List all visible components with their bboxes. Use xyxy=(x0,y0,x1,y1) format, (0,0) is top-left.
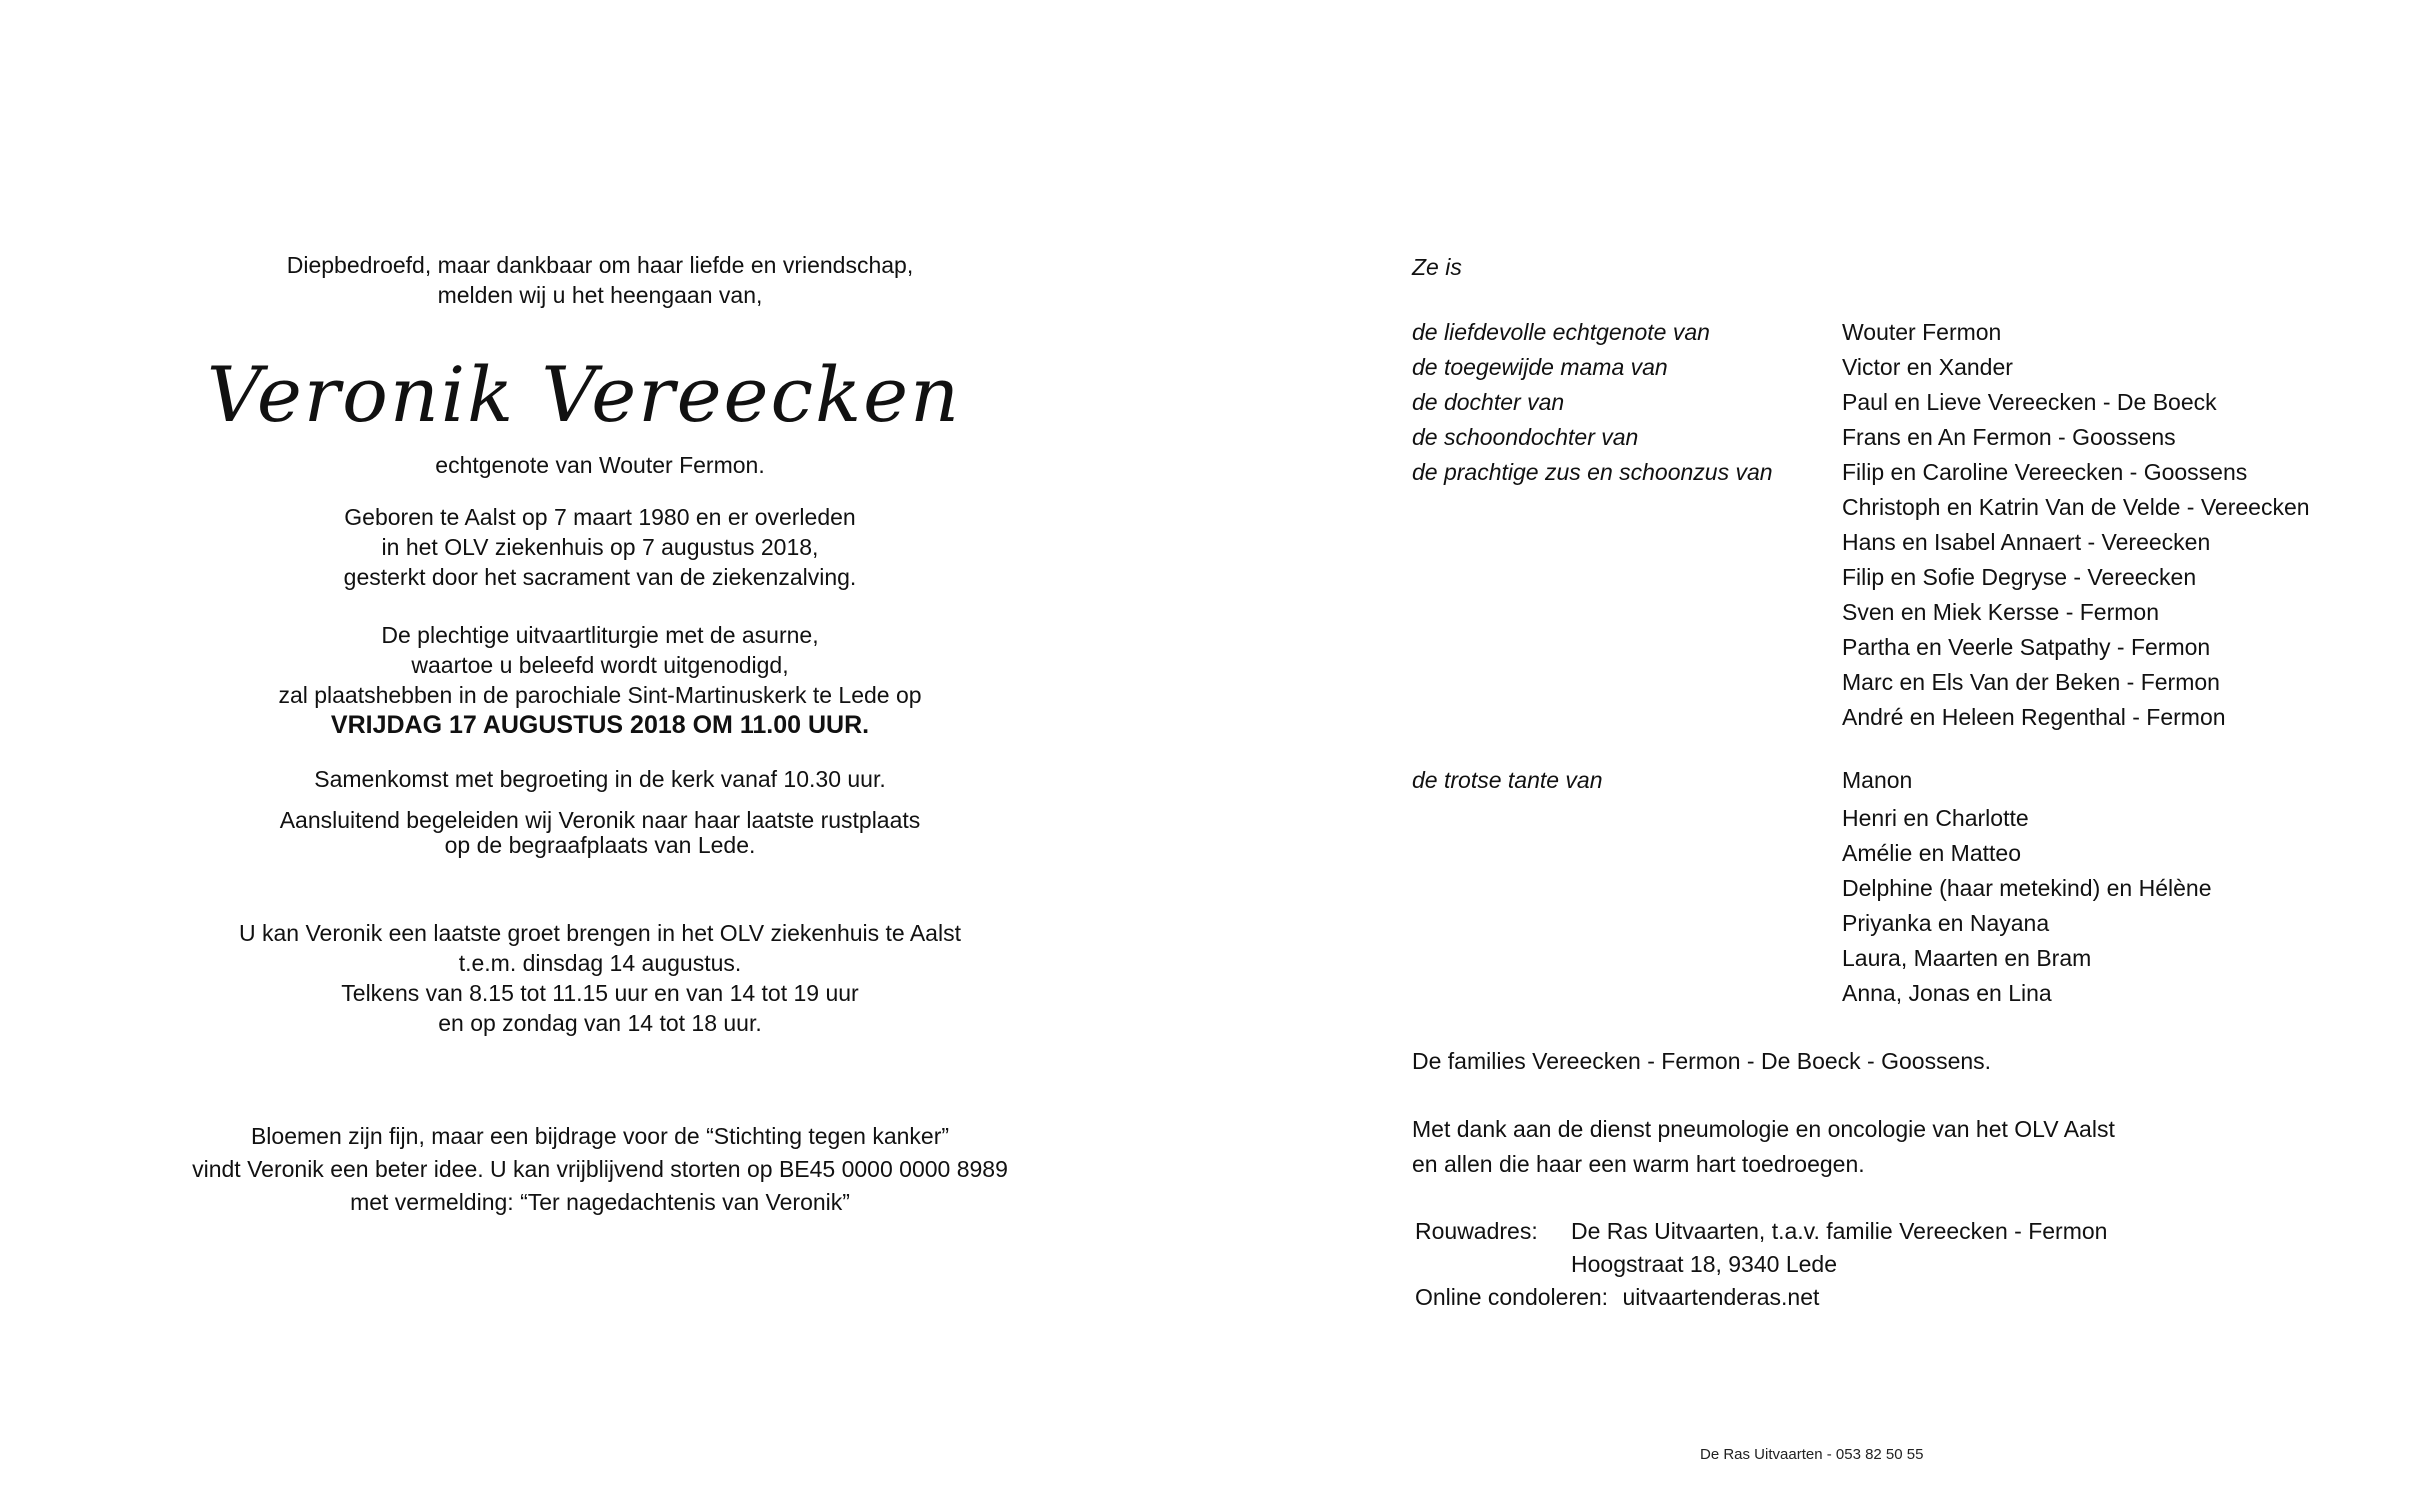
tante-name: Delphine (haar metekind) en Hélène xyxy=(1842,875,2212,901)
birth-line: gesterkt door het sacrament van de ziekenzalving. xyxy=(343,564,857,590)
tante-label: de trotse tante van xyxy=(1412,767,1603,793)
relation-label: de prachtige zus en schoonzus van xyxy=(1412,459,1773,485)
tante-name: Laura, Maarten en Bram xyxy=(1842,945,2092,971)
relation-name: Christoph en Katrin Van de Velde - Vereecken xyxy=(1842,494,2310,520)
relation-names xyxy=(1842,315,2392,735)
thanks-line: en allen die haar een warm hart toedroegen. xyxy=(1412,1151,1865,1177)
burial-line: op de begraafplaats van Lede. xyxy=(444,832,756,858)
ceremony-line: zal plaatshebben in de parochiale Sint-Martinuskerk te Lede op xyxy=(278,682,922,708)
relation-label: de liefdevolle echtgenote van xyxy=(1412,319,1710,345)
online-link[interactable]: uitvaartenderas.net xyxy=(1622,1284,1820,1310)
relations-block xyxy=(1412,315,2392,735)
tante-name: Priyanka en Nayana xyxy=(1842,910,2050,936)
footer-contact: De Ras Uitvaarten - 053 82 50 55 xyxy=(1700,1446,1924,1463)
relation-name: Victor en Xander xyxy=(1842,354,2013,380)
birth-block xyxy=(60,502,1140,592)
relation-name: Filip en Sofie Degryse - Vereecken xyxy=(1842,564,2197,590)
tante-name: Manon xyxy=(1842,767,1913,793)
address-line: De Ras Uitvaarten, t.a.v. familie Vereecken - Fermon xyxy=(1571,1218,2108,1244)
burial-line: Aansluitend begeleiden wij Veronik naar haar laatste rustplaats xyxy=(279,807,921,833)
relation-name: Filip en Caroline Vereecken - Goossens xyxy=(1842,459,2248,485)
spouse-line: echtgenote van Wouter Fermon. xyxy=(435,452,765,478)
intro-line: Diepbedroefd, maar dankbaar om haar liefde en vriendschap, xyxy=(286,252,914,278)
tante-name: Amélie en Matteo xyxy=(1842,840,2021,866)
relation-label: de toegewijde mama van xyxy=(1412,354,1668,380)
relation-label: de schoondochter van xyxy=(1412,424,1639,450)
ceremony-line: waartoe u beleefd wordt uitgenodigd, xyxy=(411,652,789,678)
visit-line: U kan Veronik een laatste groet brengen in het OLV ziekenhuis te Aalst xyxy=(239,920,961,946)
relation-name: Frans en An Fermon - Goossens xyxy=(1842,424,2176,450)
tante-name: Anna, Jonas en Lina xyxy=(1842,980,2052,1006)
online-label: Online condoleren: xyxy=(1415,1284,1609,1310)
relation-label: de dochter van xyxy=(1412,389,1565,415)
relation-name: André en Heleen Regenthal - Fermon xyxy=(1842,704,2226,730)
relation-name: Hans en Isabel Annaert - Vereecken xyxy=(1842,529,2211,555)
relation-name: Paul en Lieve Vereecken - De Boeck xyxy=(1842,389,2217,415)
right-column xyxy=(1412,250,2392,1314)
burial-block xyxy=(60,808,1140,858)
visit-line: en op zondag van 14 tot 18 uur. xyxy=(438,1010,762,1036)
ze-is-heading: Ze is xyxy=(1412,254,1462,280)
tante-names xyxy=(1842,763,2392,1011)
ceremony-block xyxy=(60,620,1140,710)
relation-name: Wouter Fermon xyxy=(1842,319,2002,345)
birth-line: in het OLV ziekenhuis op 7 augustus 2018, xyxy=(381,534,819,560)
intro-line: melden wij u het heengaan van, xyxy=(437,282,763,308)
flowers-line: met vermelding: “Ter nagedachtenis van Veronik” xyxy=(350,1189,850,1215)
families-line: De families Vereecken - Fermon - De Boeck - Goossens. xyxy=(1412,1048,1992,1074)
relation-labels xyxy=(1412,315,1842,735)
birth-line: Geboren te Aalst op 7 maart 1980 en er overleden xyxy=(344,504,856,530)
address-block xyxy=(1415,1215,2392,1281)
address-line: Hoogstraat 18, 9340 Lede xyxy=(1571,1251,1837,1277)
left-column xyxy=(60,250,1140,1219)
relation-name: Partha en Veerle Satpathy - Fermon xyxy=(1842,634,2211,660)
visit-block xyxy=(60,918,1140,1038)
thanks-block xyxy=(1412,1112,2392,1182)
visit-line: Telkens van 8.15 tot 11.15 uur en van 14 tot 19 uur xyxy=(341,980,859,1006)
visit-line: t.e.m. dinsdag 14 augustus. xyxy=(458,950,742,976)
thanks-line: Met dank aan de dienst pneumologie en oncologie van het OLV Aalst xyxy=(1412,1116,2115,1142)
tante-name: Henri en Charlotte xyxy=(1842,805,2029,831)
gathering-line: Samenkomst met begroeting in de kerk vanaf 10.30 uur. xyxy=(314,766,886,792)
flowers-block xyxy=(60,1120,1140,1219)
relation-name: Sven en Miek Kersse - Fermon xyxy=(1842,599,2160,625)
deceased-name: Veronik Vereecken xyxy=(206,350,962,439)
tante-block xyxy=(1412,763,2392,1011)
online-condolence xyxy=(1415,1281,2392,1314)
relation-name: Marc en Els Van der Beken - Fermon xyxy=(1842,669,2220,695)
address-label: Rouwadres: xyxy=(1415,1218,1538,1244)
ceremony-line: De plechtige uitvaartliturgie met de asurne, xyxy=(381,622,819,648)
flowers-line: vindt Veronik een beter idee. U kan vrijblijvend storten op BE45 0000 0000 8989 xyxy=(192,1156,1008,1182)
funeral-date: VRIJDAG 17 AUGUSTUS 2018 OM 11.00 UUR. xyxy=(330,711,870,739)
flowers-line: Bloemen zijn fijn, maar een bijdrage voor de “Stichting tegen kanker” xyxy=(250,1123,950,1149)
